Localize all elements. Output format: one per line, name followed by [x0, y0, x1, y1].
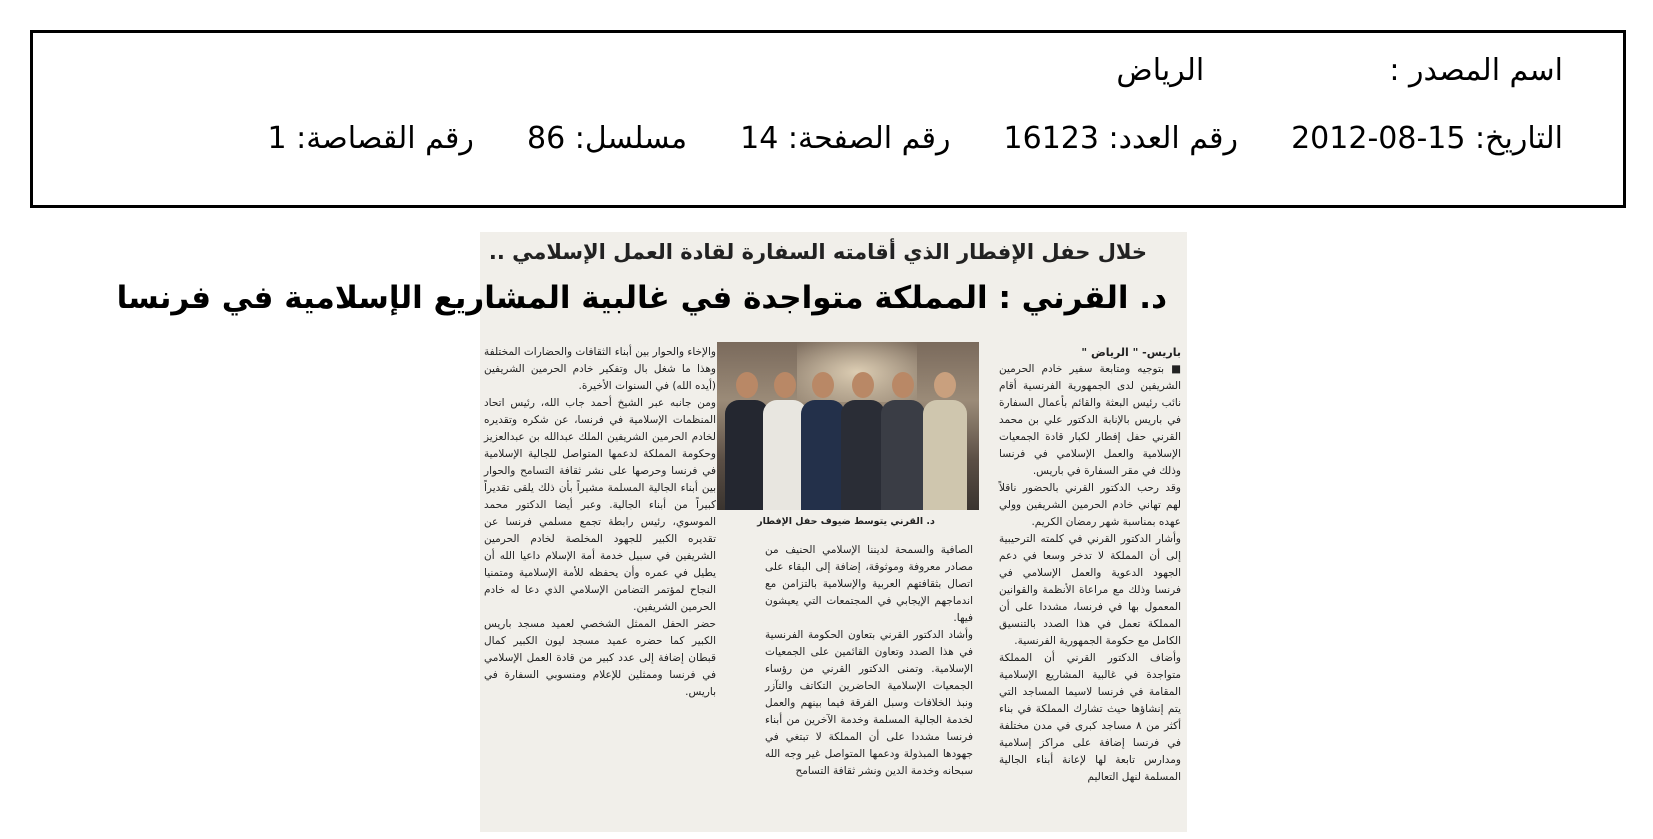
paragraph: ومن جانبه عبر الشيخ أحمد جاب الله، رئيس اتحاد المنظمات الإسلامية في فرنسا، عن شكره وتقديره لخادم الحرمين الشريفين الملك عبدالله بن عبدالعزيز وحكومة المملكة لدعمها المتواصل للجالية الإسلامية في فرنسا وحرصها على نشر ثقافة التسامح والحوار بين أبناء الجالية المسلمة مشيراً بأن ذلك يلقى تقديراً كبيراً من أبناء الجالية. وعبر أيضا الدكتور محمد الموسوي، رئيس رابطة تجمع مسلمي فرنسا عن تقديره الكبير للجهود المخلصة لخادم الحرمين الشريفين في سبيل خدمة أمة الإسلام داعيا الله أن يطيل في عمره وأن يحفظه للأمة الإسلامية ومتمنيا النجاح لمؤتمر التضامن الإسلامي الذي دعا له خادم الحرمين الشريفين. [484, 397, 716, 613]
source-row [1116, 53, 1563, 88]
article-photo [717, 342, 979, 510]
photo-caption: د. القرني يتوسط ضيوف حفل الإفطار [757, 516, 935, 527]
article-dateline: باريس- " الرياض " [1081, 346, 1181, 359]
paragraph: وأشاد الدكتور القرني بتعاون الحكومة الفرنسية في هذا الصدد وتعاون القائمين على الجمعيات الإسلامية. وتمنى الدكتور القرني من رؤساء الجمعيات الإسلامية الحاضرين التكاتف والتآزر ونبذ الخلافات وسبل الفرقة فيما بينهم والعمل لخدمة الجالية المسلمة وخدمة الآخرين من أبناء فرنسا مشددا على أن المملكة لا تبتغي في جهودها المبذولة ودعمها المتواصل غير وجه الله سبحانه وخدمة الدين ونشر ثقافة التسامح [765, 629, 973, 777]
date-field: التاريخ: 15-08-2012 [1291, 121, 1563, 156]
issue-number-field: رقم العدد: 16123 [1003, 121, 1238, 156]
article-column-middle [765, 542, 973, 830]
page-number-field: رقم الصفحة: 14 [740, 121, 951, 156]
source-value: الرياض [1116, 53, 1205, 88]
paragraph: ■ بتوجيه ومتابعة سفير خادم الحرمين الشريفين لدى الجمهورية الفرنسية أقام نائب رئيس البعثة والقائم بأعمال السفارة في باريس بالإنابة الدكتور علي بن محمد القرني حفل إفطار لكبار قادة الجمعيات الإسلامية والعمل الإسلامي في فرنسا وذلك في مقر السفارة في باريس. [999, 363, 1181, 477]
paragraph: وأشار الدكتور القرني في كلمته الترحيبية إلى أن المملكة لا تدخر وسعا في دعم الجهود الدعوية والعمل الإسلامي في فرنسا وذلك مع مراعاة الأنظمة والقوانين المعمول بها في فرنسا، مشددا على أن المملكة تعمل في هذا الصدد بالتنسيق الكامل مع حكومة الجمهورية الفرنسية. [999, 533, 1181, 647]
details-row [219, 121, 1563, 156]
article-kicker: خلال حفل الإفطار الذي أقامته السفارة لقادة العمل الإسلامي .. [488, 240, 1147, 264]
photo-person [841, 372, 885, 510]
article-column-left [484, 344, 716, 830]
photo-person [801, 372, 845, 510]
serial-field: مسلسل: 86 [526, 121, 688, 156]
newspaper-clipping [116, 232, 1187, 832]
paragraph: وقد رحب الدكتور القرني بالحضور ناقلاً لهم تهاني خادم الحرمين الشريفين وولي عهده بمناسبة شهر رمضان الكريم. [999, 482, 1181, 528]
paragraph: والإخاء والحوار بين أبناء الثقافات والحضارات المختلفة وهذا ما شغل بال وتفكير خادم الحرمين الشريفين (أيده الله) في السنوات الأخيرة. [484, 346, 716, 392]
paragraph: حضر الحفل الممثل الشخصي لعميد مسجد باريس الكبير كما حضره عميد مسجد ليون الكبير كمال قبطان إضافة إلى عدد كبير من قادة العمل الإسلامي في فرنسا وممثلين للإعلام ومنسوبي السفارة في باريس. [484, 618, 716, 698]
article-column-right [999, 344, 1181, 830]
article-headline: د. القرني : المملكة متواجدة في غالبية المشاريع الإسلامية في فرنسا [116, 280, 1167, 316]
paragraph: الصافية والسمحة لديننا الإسلامي الحنيف من مصادر معروفة وموثوقة، إضافة إلى البقاء على اتصال بثقافتهم العربية والإسلامية بالتزامن مع اندماجهم الإيجابي في المجتمعات التي يعيشون فيها. [765, 544, 973, 624]
source-label: اسم المصدر : [1389, 53, 1563, 88]
photo-person [881, 372, 925, 510]
paragraph: وأضاف الدكتور القرني أن المملكة متواجدة في غالبية المشاريع الإسلامية المقامة في فرنسا لاسيما المساجد التي يتم إنشاؤها حيث تشارك المملكة في بناء أكثر من ٨ مساجد كبرى في مدن مختلفة في فرنسا إضافة على مراكز إسلامية ومدارس تابعة لها لإعانة أبناء الجالية المسلمة لنهل التعاليم [999, 652, 1182, 783]
clipping-metadata-box [30, 30, 1626, 208]
photo-person [923, 372, 967, 510]
clip-number-field: رقم القصاصة: 1 [267, 121, 474, 156]
